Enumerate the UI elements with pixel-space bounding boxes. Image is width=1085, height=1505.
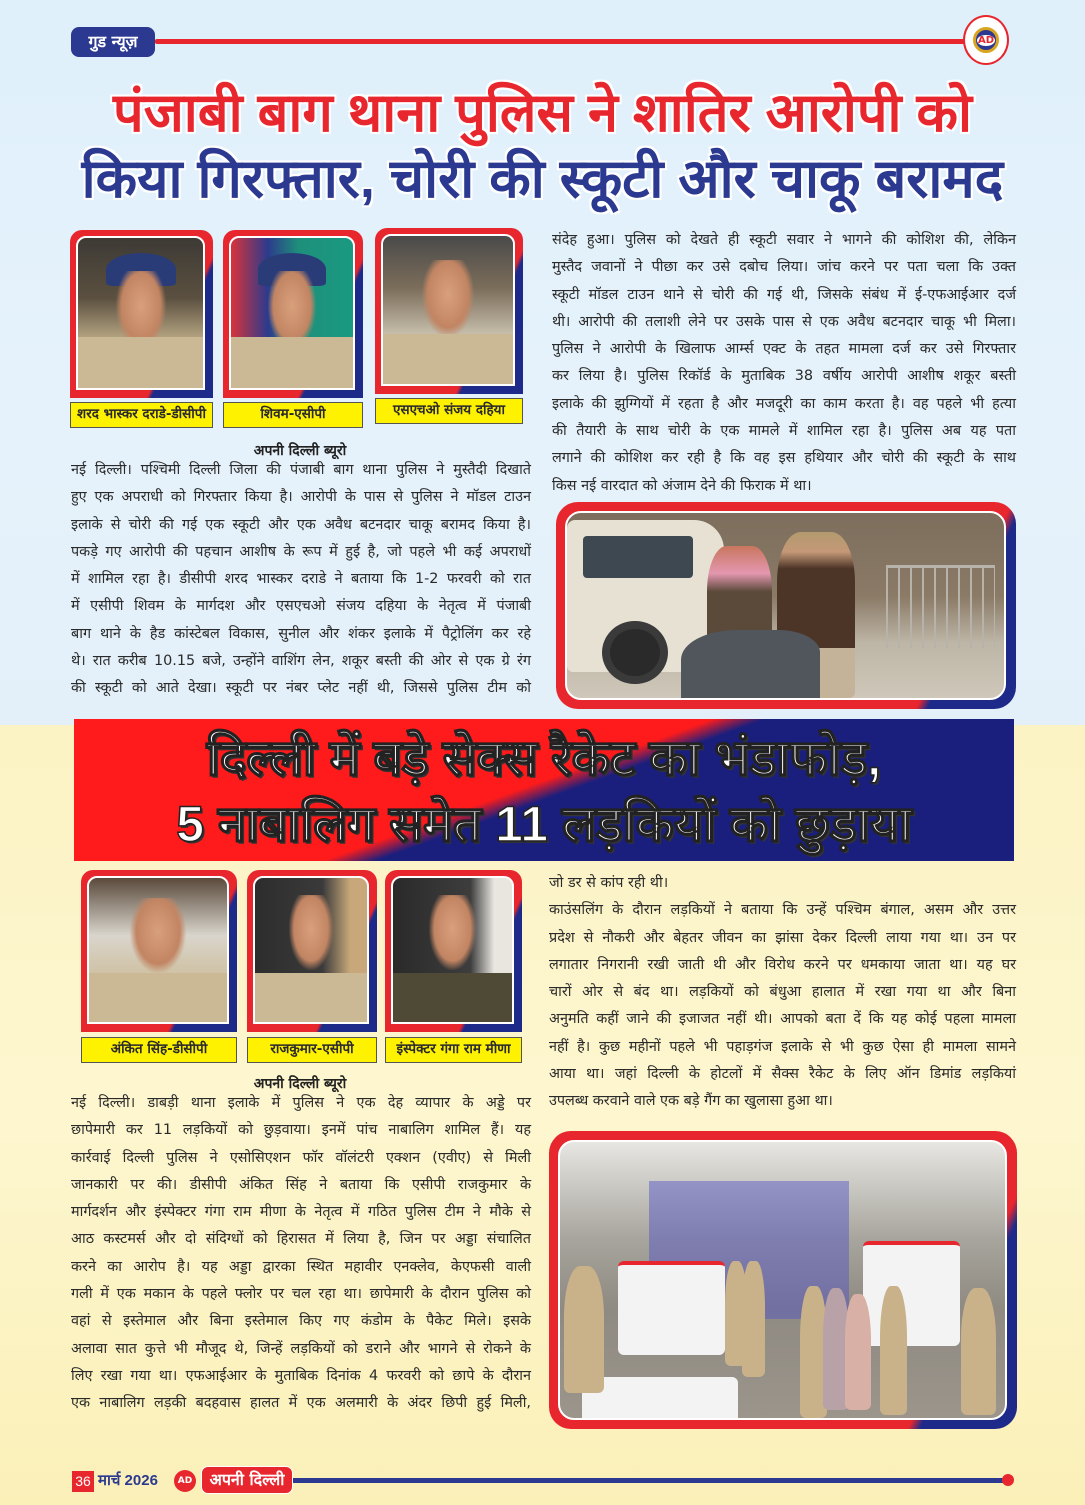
story1-right-column: संदेह हुआ। पुलिस को देखते ही स्कूटी सवार ने भागने की कोशिश की, लेकिन मुस्तैद जवानों ने पीछा कर उसे दबोच लिया। जांच करने पर पता चला कि उक्त स्कूटी मॉडल टाउन थाने से चोरी की गई थी, जिसके संबंध में ई-एफआईआर दर्ज थी। आरोपी की तलाशी लेने पर उसके पास से एक अवैध बटनदार चाकू भी मिला। पुलिस ने आरोपी के खिलाफ आर्म्स एक्ट के तहत मामला दर्ज कर उसे गिरफ्तार कर लिया है। पुलिस रिकॉर्ड के मुताबिक 38 वर्षीय आरोपी आशीष शकूर बस्ती इलाके की झुग्गियों में रहता है और मजदूरी का काम करता है। वह पहले भी हत्या की तैयारी के साथ चोरी के एक मामले में शामिल रहा है। पुलिस अब यह पता लगाने की कोशिश कर रही है कि वह इस हथियार और चोरी की स्कूटी के साथ किस नई वारदात को अंजाम देने की फिराक में था। bbox=[552, 232, 1016, 494]
portrait-photo bbox=[229, 236, 355, 390]
issue-date: मार्च 2026 bbox=[98, 1472, 158, 1489]
story1-arrest-photo bbox=[556, 502, 1016, 709]
scooter bbox=[681, 630, 821, 700]
portrait-photo bbox=[87, 876, 229, 1024]
footer-dot-icon bbox=[1002, 1474, 1014, 1486]
story2-left-column: नई दिल्ली। डाबड़ी थाना इलाके में पुलिस ने एक देह व्यापार के अड्डे पर छापेमारी कर 11 लड़कियों को छुड़वाया। इनमें पांच नाबालिग शामिल हैं। यह कार्रवाई दिल्ली पुलिस ने एसोसिएशन फॉर वॉलंटरी एक्शन (एवीए) से मिली जानकारी पर की। डीसीपी अंकित सिंह ने बताया कि एसीपी राजकुमार के मार्गदर्शन और इंस्पेक्टर गंगा राम मीणा के नेतृत्व में गठित पुलिस टीम ने मौके से आठ कस्टमर्स और दो संदिग्धों को हिरासत में लिया है, जिन पर अड्डा संचालित करने का आरोप है। यह अड्डा द्वारका स्थित महावीर एनक्लेव, केएफसी वाली गली में एक मकान के पहले फ्लोर पर चल रहा था। छापेमारी के दौरान पुलिस को वहां से इस्तेमाल और बिना इस्तेमाल किए गए कंडोम के पैकेट मिले। इसके अलावा सात कुत्ते भी मौजूद थे, जिन्हें लड़कियों को डराने और भागने से रोकने के लिए रखा गया था। एफआईआर के मुताबिक दिनांक 4 फरवरी को छापे के दौरान एक नाबालिग लड़की बदहवास हालत में एक अलमारी के अंदर छिपी हुई मिली, bbox=[71, 1095, 531, 1412]
footer-logo-icon: AD bbox=[174, 1470, 196, 1492]
story2-right-column: जो डर से कांप रही थी। काउंसलिंग के दौरान लड़कियों ने बताया कि उन्हें पश्चिम बंगाल, असम और उत्तर प्रदेश से नौकरी और बेहतर जीवन का झांसा देकर दिल्ली लाया गया था। उन पर लगातार निगरानी रखी जाती थी और विरोध करने पर धमकाया जाता था। यह घर चारों ओर से बंद था। लड़कियों को बंधुआ हालात में रखा गया था और बिना अनुमति कहीं जाने की इजाजत नहीं थी। आपको बता दें कि यह कोई पहला मामला नहीं है। कुछ महीनों पहले भी पहाड़गंज इलाके से भी कुछ ऐसा ही मामला सामने आया था। जहां दिल्ली के होटलों में सैक्स रैकेट के लिए ऑन डिमांड लड़कियां उपलब्ध करवाने वाले एक बड़े गैंग का खुलासा हुआ था। bbox=[549, 875, 1016, 1110]
section-tag: गुड न्यूज़ bbox=[71, 27, 155, 57]
portrait-photo bbox=[381, 234, 515, 386]
portrait-photo bbox=[253, 876, 369, 1024]
story1-headline-line1: पंजाबी बाग थाना पुलिस ने शातिर आरोपी को bbox=[113, 83, 972, 143]
story1-left-column: नई दिल्ली। पश्चिमी दिल्ली जिला की पंजाबी बाग थाना पुलिस ने मुस्तैदी दिखाते हुए एक अपराधी को गिरफ्तार किया है। आरोपी के पास से पुलिस ने मॉडल टाउन इलाके से चोरी की गई एक स्कूटी और एक अवैध बटनदार चाकू बरामद किया है। पकड़े गए आरोपी की पहचान आशीष के रूप में हुई है, जो पहले भी कई अपराधों में शामिल रहा है। डीसीपी शरद भास्कर दराडे ने बताया कि 1-2 फरवरी को रात में एसीपी शिवम के मार्गदश और एसएचओ संजय दहिया के नेतृत्व में पंजाबी बाग थाने के हैड कांस्टेबल विकास, सुनील और शंकर इलाके में पैट्रोलिंग कर रहे थे। रात करीब 10.15 बजे, उन्होंने वाशिंग लेन, शकूर बस्ती की ओर से एक ग्रे रंग की स्कूटी को आते देखा। स्कूटी पर नंबर प्लेट नहीं थी, जिससे पुलिस टीम को bbox=[71, 462, 531, 697]
portrait-caption: शरद भास्कर दराडे-डीसीपी bbox=[70, 402, 213, 428]
publication-logo-icon bbox=[963, 15, 1009, 65]
footer-divider bbox=[293, 1478, 1008, 1483]
header-divider bbox=[155, 39, 965, 44]
story2-headline-banner bbox=[74, 719, 1014, 861]
police-van bbox=[863, 1241, 961, 1346]
portrait-acp-2 bbox=[247, 870, 377, 1063]
story1-headline-line2: किया गिरफ्तार, चोरी की स्कूटी और चाकू बरामद bbox=[81, 149, 1004, 209]
logo-emblem-icon: AD bbox=[973, 27, 999, 53]
story1-byline: अपनी दिल्ली ब्यूरो bbox=[253, 443, 347, 459]
story1-headline bbox=[0, 80, 1085, 212]
police-van bbox=[618, 1261, 725, 1355]
story2-headline-line2: 5 नाबालिग समेत 11 लड़कियों को छुड़ाया bbox=[176, 796, 912, 852]
portrait-acp bbox=[223, 230, 363, 430]
story2-raid-photo bbox=[549, 1131, 1017, 1429]
story2-headline-line1: दिल्ली में बड़े सेक्स रैकेट का भंडाफोड़, bbox=[206, 730, 882, 786]
portrait-caption: एसएचओ संजय दहिया bbox=[375, 398, 523, 424]
portrait-inspector bbox=[385, 870, 522, 1063]
portrait-dcp-2 bbox=[81, 870, 237, 1063]
portrait-photo bbox=[76, 236, 205, 390]
publication-name: अपनी दिल्ली bbox=[201, 1466, 293, 1494]
portrait-photo bbox=[391, 876, 514, 1024]
portrait-dcp bbox=[70, 230, 213, 430]
portrait-caption: इंस्पेक्टर गंगा राम मीणा bbox=[385, 1037, 522, 1063]
portrait-caption: शिवम-एसीपी bbox=[223, 402, 363, 428]
page-number: 36 bbox=[72, 1471, 94, 1492]
portrait-caption: राजकुमार-एसीपी bbox=[247, 1037, 377, 1063]
portrait-sho bbox=[375, 228, 523, 428]
police-car bbox=[582, 1377, 738, 1420]
story2-byline: अपनी दिल्ली ब्यूरो bbox=[253, 1076, 347, 1092]
portrait-caption: अंकित सिंह-डीसीपी bbox=[81, 1037, 237, 1063]
